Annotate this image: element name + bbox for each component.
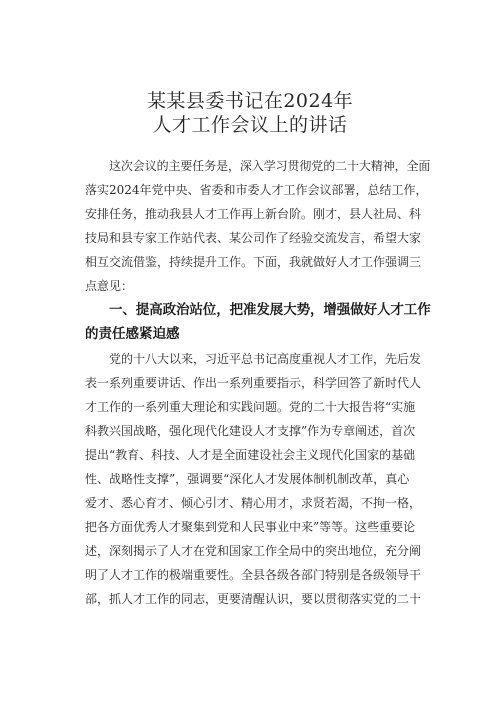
section-1-heading — [85, 298, 431, 346]
section-line: 爱才、悉心育才、倾心引才、精心用才，求贤若渴，不拘一格， — [85, 496, 422, 510]
section-line: 党的十八大以来，习近平总书记高度重视人才工作，先后发 — [109, 352, 422, 366]
intro-line: 落实2024年党中央、省委和市委人才工作会议部署，总结工作， — [85, 183, 428, 197]
section-line: 部，抓人才工作的同志，更要清醒认识，要以贯彻落实党的二十 — [85, 592, 422, 606]
section-line: 明了人才工作的极端重要性。全县各级各部门特别是各级领导干 — [85, 568, 422, 582]
section-line: 科教兴国战略，强化现代化建设人才支撑”作为专章阐述，首次 — [85, 424, 416, 438]
section-line: 提出“教育、科技、人才是全面建设社会主义现代化国家的基础 — [85, 448, 416, 462]
document-title-line-2: 人才工作会议上的讲话 — [152, 114, 348, 136]
intro-line: 安排任务，推动我县人才工作再上新台阶。刚才，县人社局、科 — [85, 207, 422, 221]
intro-line: 点意见： — [85, 279, 134, 293]
intro-line: 这次会议的主要任务是，深入学习贯彻党的二十大精神，全面 — [109, 159, 431, 173]
intro-line: 技局和县专家工作站代表、某公司作了经验交流发言，希望大家 — [85, 231, 422, 245]
section-heading-line: 的责任感紧迫感 — [85, 326, 180, 342]
section-line: 性、战略性支撑”，强调要“深化人才发展体制机制改革，真心 — [85, 472, 410, 486]
section-line: 才工作的一系列重大理论和实践问题。党的二十大报告将“实施 — [85, 400, 416, 414]
section-line: 表一系列重要讲话、作出一系列重要指示，科学回答了新时代人 — [85, 376, 422, 390]
section-1-paragraph — [85, 347, 431, 617]
section-line: 述，深刻揭示了人才在党和国家工作全局中的突出地位，充分阐 — [85, 544, 422, 558]
intro-line: 相互交流借鉴，持续提升工作。下面，我就做好人才工作强调三 — [85, 255, 422, 269]
document-title-line-1: 某某县委书记在2024年 — [146, 90, 354, 112]
intro-paragraph — [85, 154, 431, 304]
section-line: 把各方面优秀人才聚集到党和人民事业中来”等等。这些重要论 — [85, 520, 416, 534]
section-heading-line: 一、提高政治站位，把准发展大势，增强做好人才工作 — [109, 302, 431, 318]
